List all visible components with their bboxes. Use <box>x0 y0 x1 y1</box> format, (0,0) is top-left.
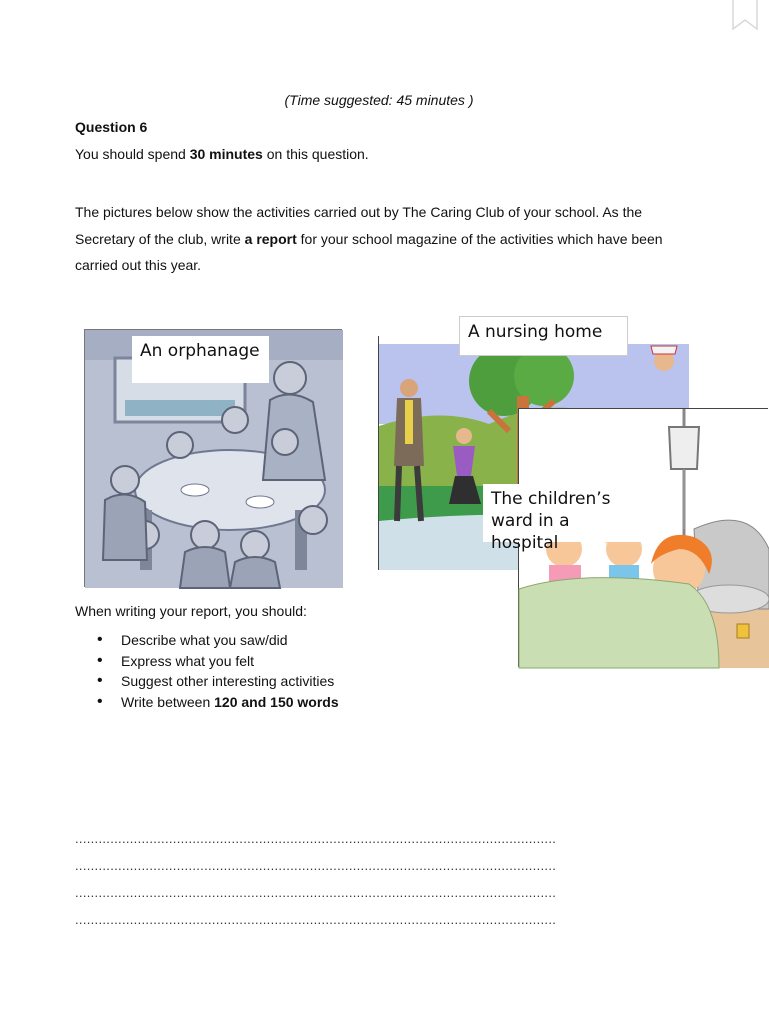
spend-instruction: You should spend 30 minutes on this question. <box>75 146 369 162</box>
nursing-home-caption: A nursing home <box>459 316 628 356</box>
answer-line[interactable]: ........................................................................................................................... <box>75 912 557 927</box>
hospital-caption: The children’s ward in a hospital <box>483 484 649 542</box>
list-item: • Describe what you saw/did <box>75 630 339 651</box>
list-item: • Express what you felt <box>75 651 339 672</box>
bookmark-icon[interactable] <box>732 0 758 30</box>
question-title: Question 6 <box>75 119 148 135</box>
list-item: • Suggest other interesting activities <box>75 671 339 692</box>
time-suggested: (Time suggested: 45 minutes ) <box>284 92 474 108</box>
answer-line[interactable]: ........................................................................................................................... <box>75 858 557 873</box>
question-prompt: The pictures below show the activities carried out by The Caring Club of your school. As the Secretary of the club, write a report for your school magazine of the activities which have been carried out this year. <box>75 204 663 273</box>
instruction-list <box>75 630 339 712</box>
answer-line[interactable]: ........................................................................................................................... <box>75 885 557 900</box>
instructions-lead: When writing your report, you should: <box>75 603 307 619</box>
list-item: • Write between 120 and 150 words <box>75 692 339 713</box>
orphanage-caption: An orphanage <box>132 336 269 383</box>
answer-line[interactable]: ........................................................................................................................... <box>75 831 557 846</box>
